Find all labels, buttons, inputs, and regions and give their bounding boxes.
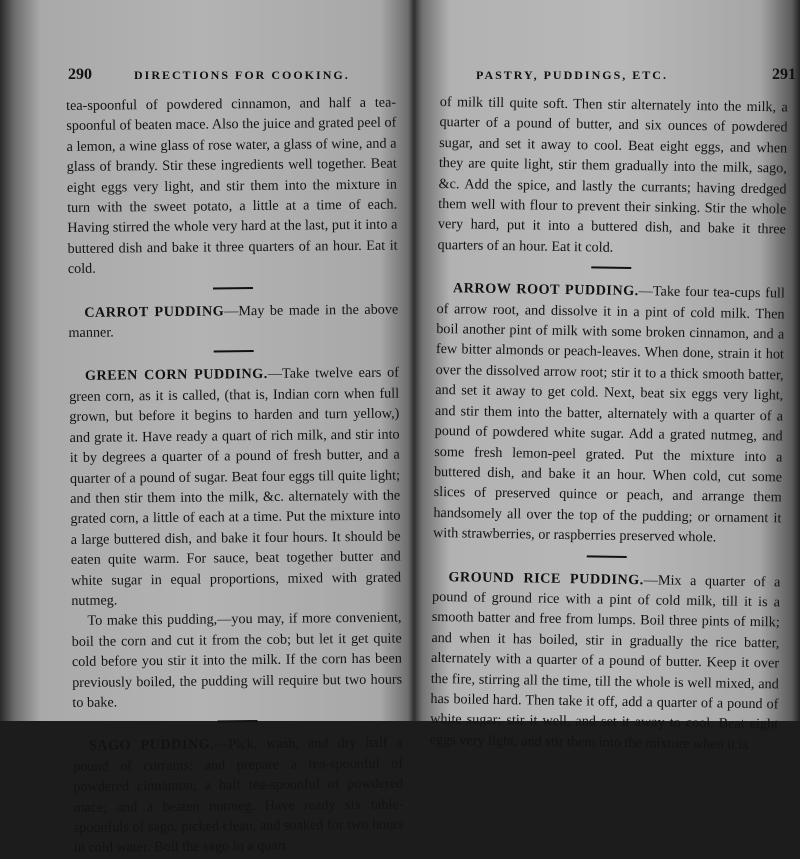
section-rule (591, 267, 631, 270)
recipe-sago-pudding (73, 733, 404, 859)
right-page (416, 0, 800, 753)
paragraph: of milk till quite soft. Then stir alternately into the milk, a quarter of a pound of butter, and six ounces of powdered sugar, and set it away to cool. Beat eight eggs, and when they are quite light, stir them gradually into the milk, sago, &c. Add the spice, and lastly the currants; having dredged them well with flour to prevent their sinking. Stir the whole very hard, put it into a buttered dish, and bake it three quarters of an hour. Eat it cold. (437, 93, 788, 256)
recipe-text: —Take twelve ears of green corn, as it is called, (that is, Indian corn when full grown, but before it begins to harden and turn yellow,) and grate it. Have ready a quart of rich milk, and stir into it by degrees a quarter of a pound of fresh butter, and a quarter of a pound of sugar. Beat four eggs till quite light; and then stir them into the milk, &c. alternately with the grated corn, a little of each at a time. Put the mixture into a large buttered dish, and bake it four hours. It should be eaten quite warm. For sauce, beat together butter and white sugar in equal proportions, mixed with grated nutmeg. (69, 364, 402, 609)
recipe-text: —Take four tea-cups full of arrow root, and dissolve it in a pint of cold milk. Then boil another pint of milk with some broken cinnamon, and a few bitter almonds or peach-leaves. When done, strain it hot over the dissolved arrow root; stir it to a thick smooth batter, and set it away to get cold. Next, beat six eggs very light, and stir them into the batter, alternately with a quarter of a pound of powdered white sugar. Add a grated nutmeg, and some fresh lemon-peel grated. Put the mixture into a buttered dish, and bake it an hour. When cold, cut some slices of preserved quince or peach, and arrange them handsomely all over the top of the pudding; or ornament it with strawberries, or raspberries preserved whole. (432, 283, 786, 546)
running-title: PASTRY, PUDDINGS, ETC. (476, 68, 668, 82)
recipe-title: GREEN CORN PUDDING. (84, 366, 268, 385)
recipe-text: —May be made in the above manner. (68, 301, 399, 342)
section-rule (218, 720, 258, 722)
recipe-title: CARROT PUDDING (84, 303, 225, 321)
section-rule (587, 555, 627, 558)
running-title: DIRECTIONS FOR COOKING. (134, 68, 350, 82)
recipe-carrot-pudding (68, 299, 398, 343)
recipe-title: ARROW ROOT PUDDING. (452, 280, 639, 300)
paragraph: tea-spoonful of powdered cinnamon, and half a tea-spoonful of beaten mace. Also the juice and grated peel of a lemon, a wine glass of rose water, a glass of wine, and a glass of brandy. Stir these ingredients well together. Beat eight eggs very light, and stir them into the mixture in turn with the sweet potato, a little at a time of each. Having stirred the whole very hard at the last, put it into a buttered dish and bake it three quarters of an hour. Eat it cold. (66, 94, 398, 278)
page-number: 291 (772, 66, 796, 83)
section-rule (214, 351, 254, 353)
recipe-title: GROUND RICE PUDDING. (448, 568, 644, 588)
paragraph: To make this pudding,—you may, if more convenient, boil the corn and cut it from the cob; but let it get quite cold before you stir it into the milk. If the corn has been previously boiled, the pudding will require but two hours to bake. (71, 609, 403, 711)
right-page-body (430, 92, 788, 756)
recipe-green-corn-pudding (69, 363, 402, 611)
recipe-title: SAGO PUDDING. (88, 736, 215, 755)
recipe-ground-rice-pudding (430, 566, 781, 755)
left-page-body (66, 93, 404, 859)
recipe-text: —Mix a quarter of a pound of ground rice with a pint of cold milk, till it is a smooth batter and free from lumps. Boil three pints of milk; and when it has boiled, stir in gradually the rice batter, alternately with a quarter of a pound of butter. Keep it over the fire, stirring all the time, till the whole is well mixed, and has boiled hard. Then take it off, add a quarter of a pound of white sugar; stir it well, and set it away to cool. Beat eight eggs very light, and stir them into the mixture when it is (429, 571, 781, 753)
recipe-arrow-root-pudding (433, 278, 785, 549)
page-number: 290 (68, 66, 92, 83)
recipe-text: —Pick, wash, and dry half a pound of currants; and prepare a tea-spoonful of powdered cinnamon; a half tea-spoonful of powdered mace; and a beaten nutmeg. Have ready six table-spoonfuls of sago, picked clean, and soaked for two hours in cold water. Boil the sago in a quart (72, 734, 404, 857)
section-rule (213, 287, 253, 289)
